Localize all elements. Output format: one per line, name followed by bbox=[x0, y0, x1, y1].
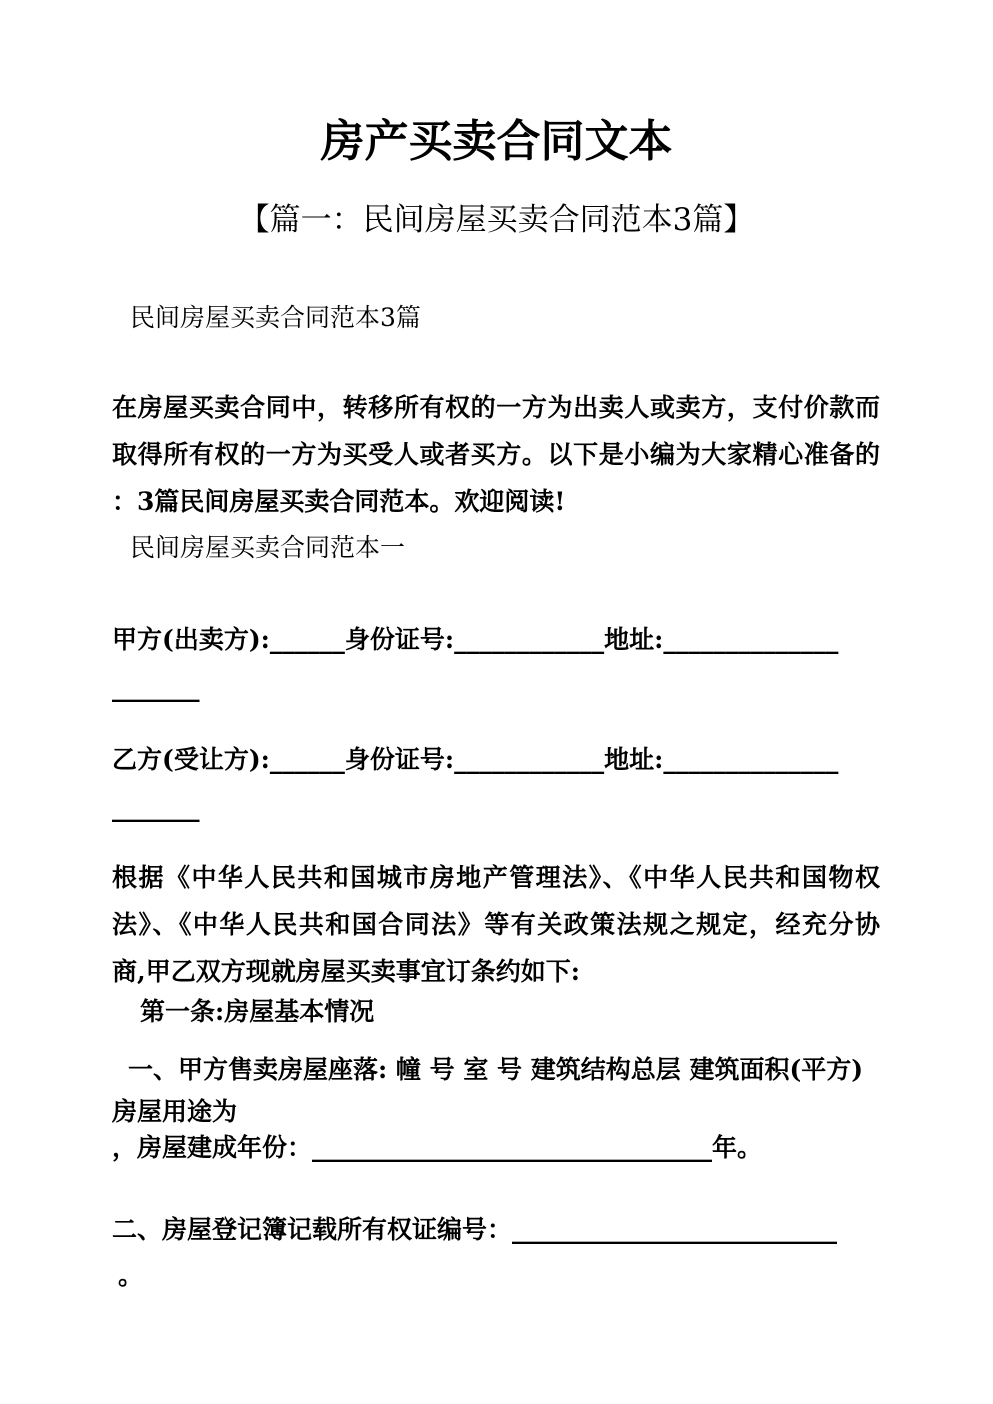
intro-line: 取得所有权的一方为买受人或者买方。以下是小编为大家精心准备的 bbox=[112, 440, 880, 469]
clause-one-title: 第一条:房屋基本情况 bbox=[140, 997, 375, 1026]
party-b-continuation-blank: _______ bbox=[112, 793, 200, 822]
legal-line: 根据《中华人民共和国城市房地产管理法》、《中华人民共和国物权 bbox=[112, 863, 880, 892]
document-subtitle: 【篇一：民间房屋买卖合同范本3篇】 bbox=[238, 202, 755, 238]
intro-line: ：3篇民间房屋买卖合同范本。欢迎阅读! bbox=[112, 487, 566, 516]
document-title: 房产买卖合同文本 bbox=[320, 116, 673, 167]
intro-line: 在房屋买卖合同中，转移所有权的一方为出卖人或卖方，支付价款而 bbox=[112, 393, 880, 422]
clause-one-item1-line2: 房屋用途为 bbox=[112, 1097, 238, 1126]
legal-line: 法》、《中华人民共和国合同法》等有关政策法规之规定，经充分协 bbox=[112, 910, 880, 939]
clause-one-item2-line: 二、房屋登记簿记载所有权证编号：__________________________ bbox=[112, 1215, 838, 1244]
sample-list-heading: 民间房屋买卖合同范本3篇 bbox=[130, 303, 421, 332]
party-b-line: 乙方(受让方):______身份证号:____________地址:______________ bbox=[112, 745, 839, 774]
clause-one-item2-period: 。 bbox=[118, 1261, 144, 1290]
party-a-continuation-blank: _______ bbox=[112, 673, 200, 702]
party-a-line: 甲方(出卖方):______身份证号:____________地址:______________ bbox=[112, 625, 839, 654]
clause-one-item1-line3: ，房屋建成年份：________________________________年。 bbox=[112, 1133, 763, 1162]
clause-one-item1-line1: 一、甲方售卖房屋座落: 幢 号 室 号 建筑结构总层 建筑面积(平方) bbox=[128, 1055, 864, 1084]
legal-line: 商,甲乙双方现就房屋买卖事宜订条约如下: bbox=[112, 957, 580, 986]
sample-one-heading: 民间房屋买卖合同范本一 bbox=[130, 533, 406, 562]
